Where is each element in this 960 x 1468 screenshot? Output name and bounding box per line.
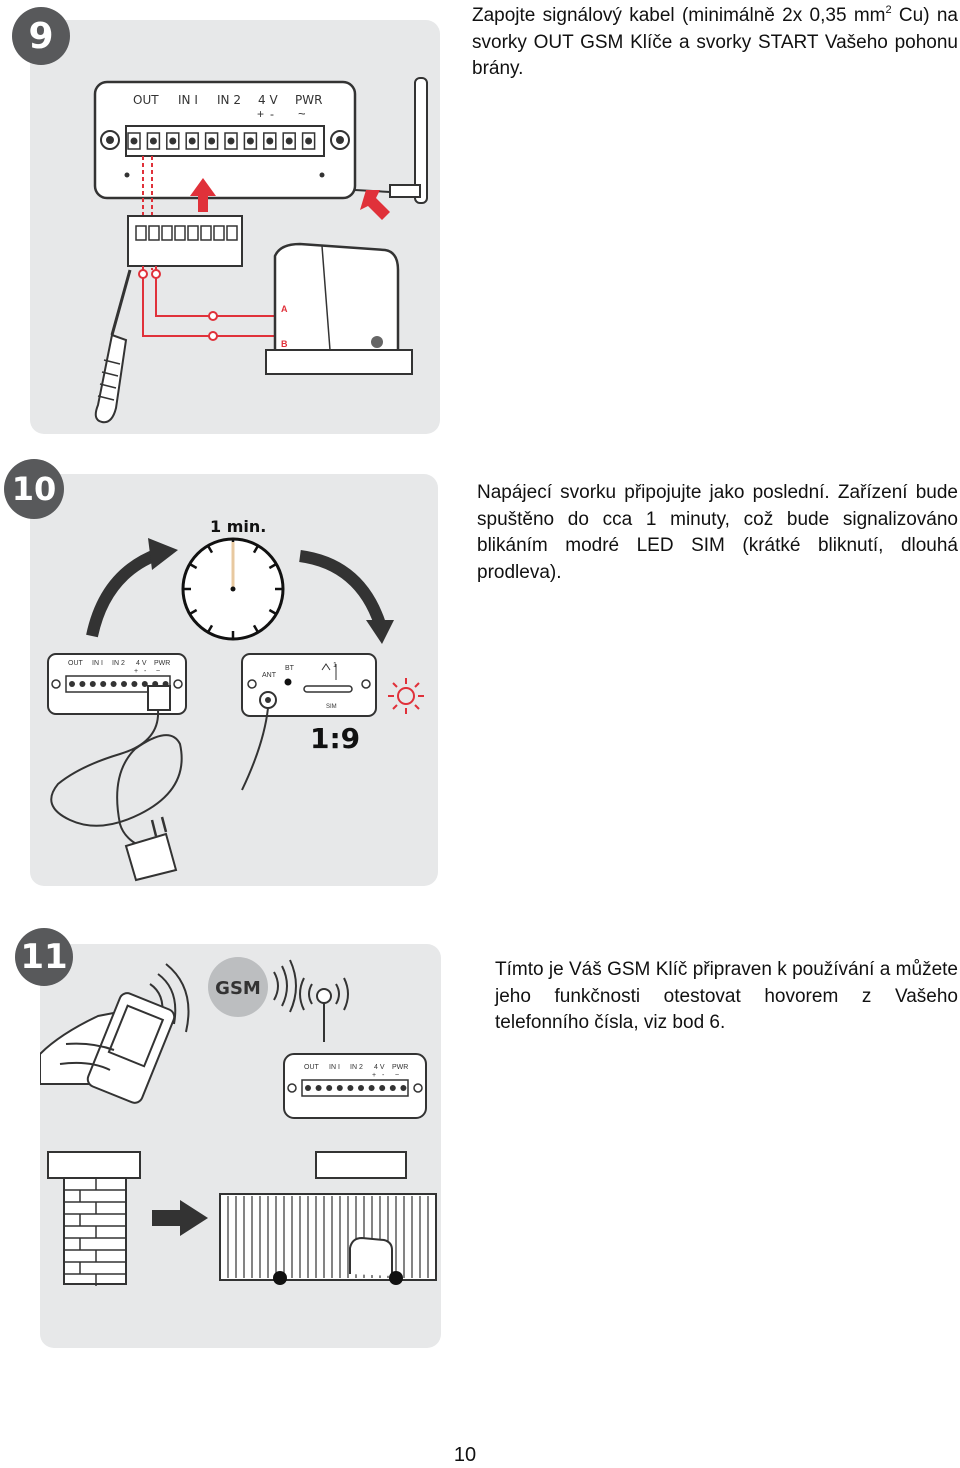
motor-terminal-b: B — [281, 339, 288, 349]
step-9-illustration — [30, 20, 440, 434]
gate-motor — [275, 244, 398, 352]
blink-ratio-label: 1:9 — [310, 722, 361, 755]
step-9-text: Zapojte signálový kabel (minimálně 2x 0,35 $mm^2$ Cu) na svorky OUT GSM Klíče a svorky START Vašeho pohonu brány. — [472, 4, 958, 79]
gsm-label: GSM — [215, 978, 261, 999]
svg-text:+: + — [372, 1072, 377, 1079]
step-10-illustration — [30, 474, 438, 886]
svg-text:4 V: 4 V — [374, 1064, 385, 1071]
red-arrow-antenna-icon — [360, 190, 390, 220]
terminal-label-in1: IN I — [178, 93, 198, 107]
plus-sign: + — [257, 107, 265, 121]
wiring-diagram — [30, 20, 440, 434]
power-adapter-icon — [126, 817, 176, 880]
svg-text:BT: BT — [285, 665, 294, 672]
step-9-badge: 9 — [12, 7, 70, 65]
terminal-label-4v: 4 V — [258, 93, 278, 107]
motor-terminal-a: A — [281, 304, 288, 314]
power-plug — [148, 686, 170, 710]
step-10-badge: 10 — [4, 459, 64, 519]
terminal-label-in2: IN 2 — [217, 93, 241, 107]
svg-text:IN I: IN I — [92, 660, 103, 667]
svg-text:IN I: IN I — [329, 1064, 340, 1071]
phone-in-hand-icon — [40, 991, 177, 1105]
gsm-signal-waves — [274, 960, 348, 1012]
connector-block — [128, 216, 242, 266]
svg-text:+: + — [134, 668, 139, 675]
svg-text:IN 2: IN 2 — [112, 660, 125, 667]
terminal-label-out: OUT — [133, 93, 159, 107]
minus-sign: - — [270, 107, 274, 121]
power-cable — [51, 710, 181, 846]
tilde-sign: ~ — [298, 106, 306, 121]
svg-text:OUT: OUT — [304, 1064, 319, 1071]
step-11-badge: 11 — [15, 928, 73, 986]
screwdriver-icon — [96, 270, 130, 422]
svg-text:~: ~ — [395, 1072, 400, 1079]
page-number: 10 — [453, 1444, 477, 1466]
svg-text:~: ~ — [156, 668, 161, 675]
terminal-label-pwr: PWR — [295, 93, 323, 107]
svg-text:-: - — [144, 668, 147, 675]
step-11-illustration — [40, 944, 441, 1348]
blinking-led-icon — [388, 678, 424, 714]
antenna-tip-icon — [317, 989, 331, 1003]
step-10-text: Napájecí svorku připojujte jako poslední. Zařízení bude spuštěno do cca 1 minuty, což bude signalizováno blikáním modré LED SIM (krátké bliknutí, dlouhá prodleva). — [477, 482, 958, 583]
svg-text:IN 2: IN 2 — [350, 1064, 363, 1071]
sim-slot — [304, 686, 352, 692]
arrow-right-icon — [152, 1200, 208, 1236]
remote-call-diagram — [40, 944, 441, 1348]
startup-diagram — [30, 474, 438, 886]
brick-pillar — [48, 1152, 140, 1284]
svg-text:ANT: ANT — [262, 672, 276, 679]
svg-text:PWR: PWR — [154, 660, 171, 667]
svg-text:1: 1 — [333, 662, 337, 669]
clock-label: 1 min. — [210, 517, 267, 536]
step-11-text: Tímto je Váš GSM Klíč připraven k používání a můžete jeho funkčnosti otestovat hovorem z Vašeho telefonního čísla, viz bod 6. — [495, 959, 958, 1033]
svg-text:OUT: OUT — [68, 660, 83, 667]
svg-text:-: - — [382, 1072, 385, 1079]
arrow-right-icon — [300, 556, 380, 624]
gate-motor-icon — [350, 1238, 392, 1276]
svg-text:4 V: 4 V — [136, 660, 147, 667]
svg-text:SIM: SIM — [326, 704, 337, 710]
arrow-left-icon — [92, 554, 158, 636]
svg-text:PWR: PWR — [392, 1064, 409, 1071]
